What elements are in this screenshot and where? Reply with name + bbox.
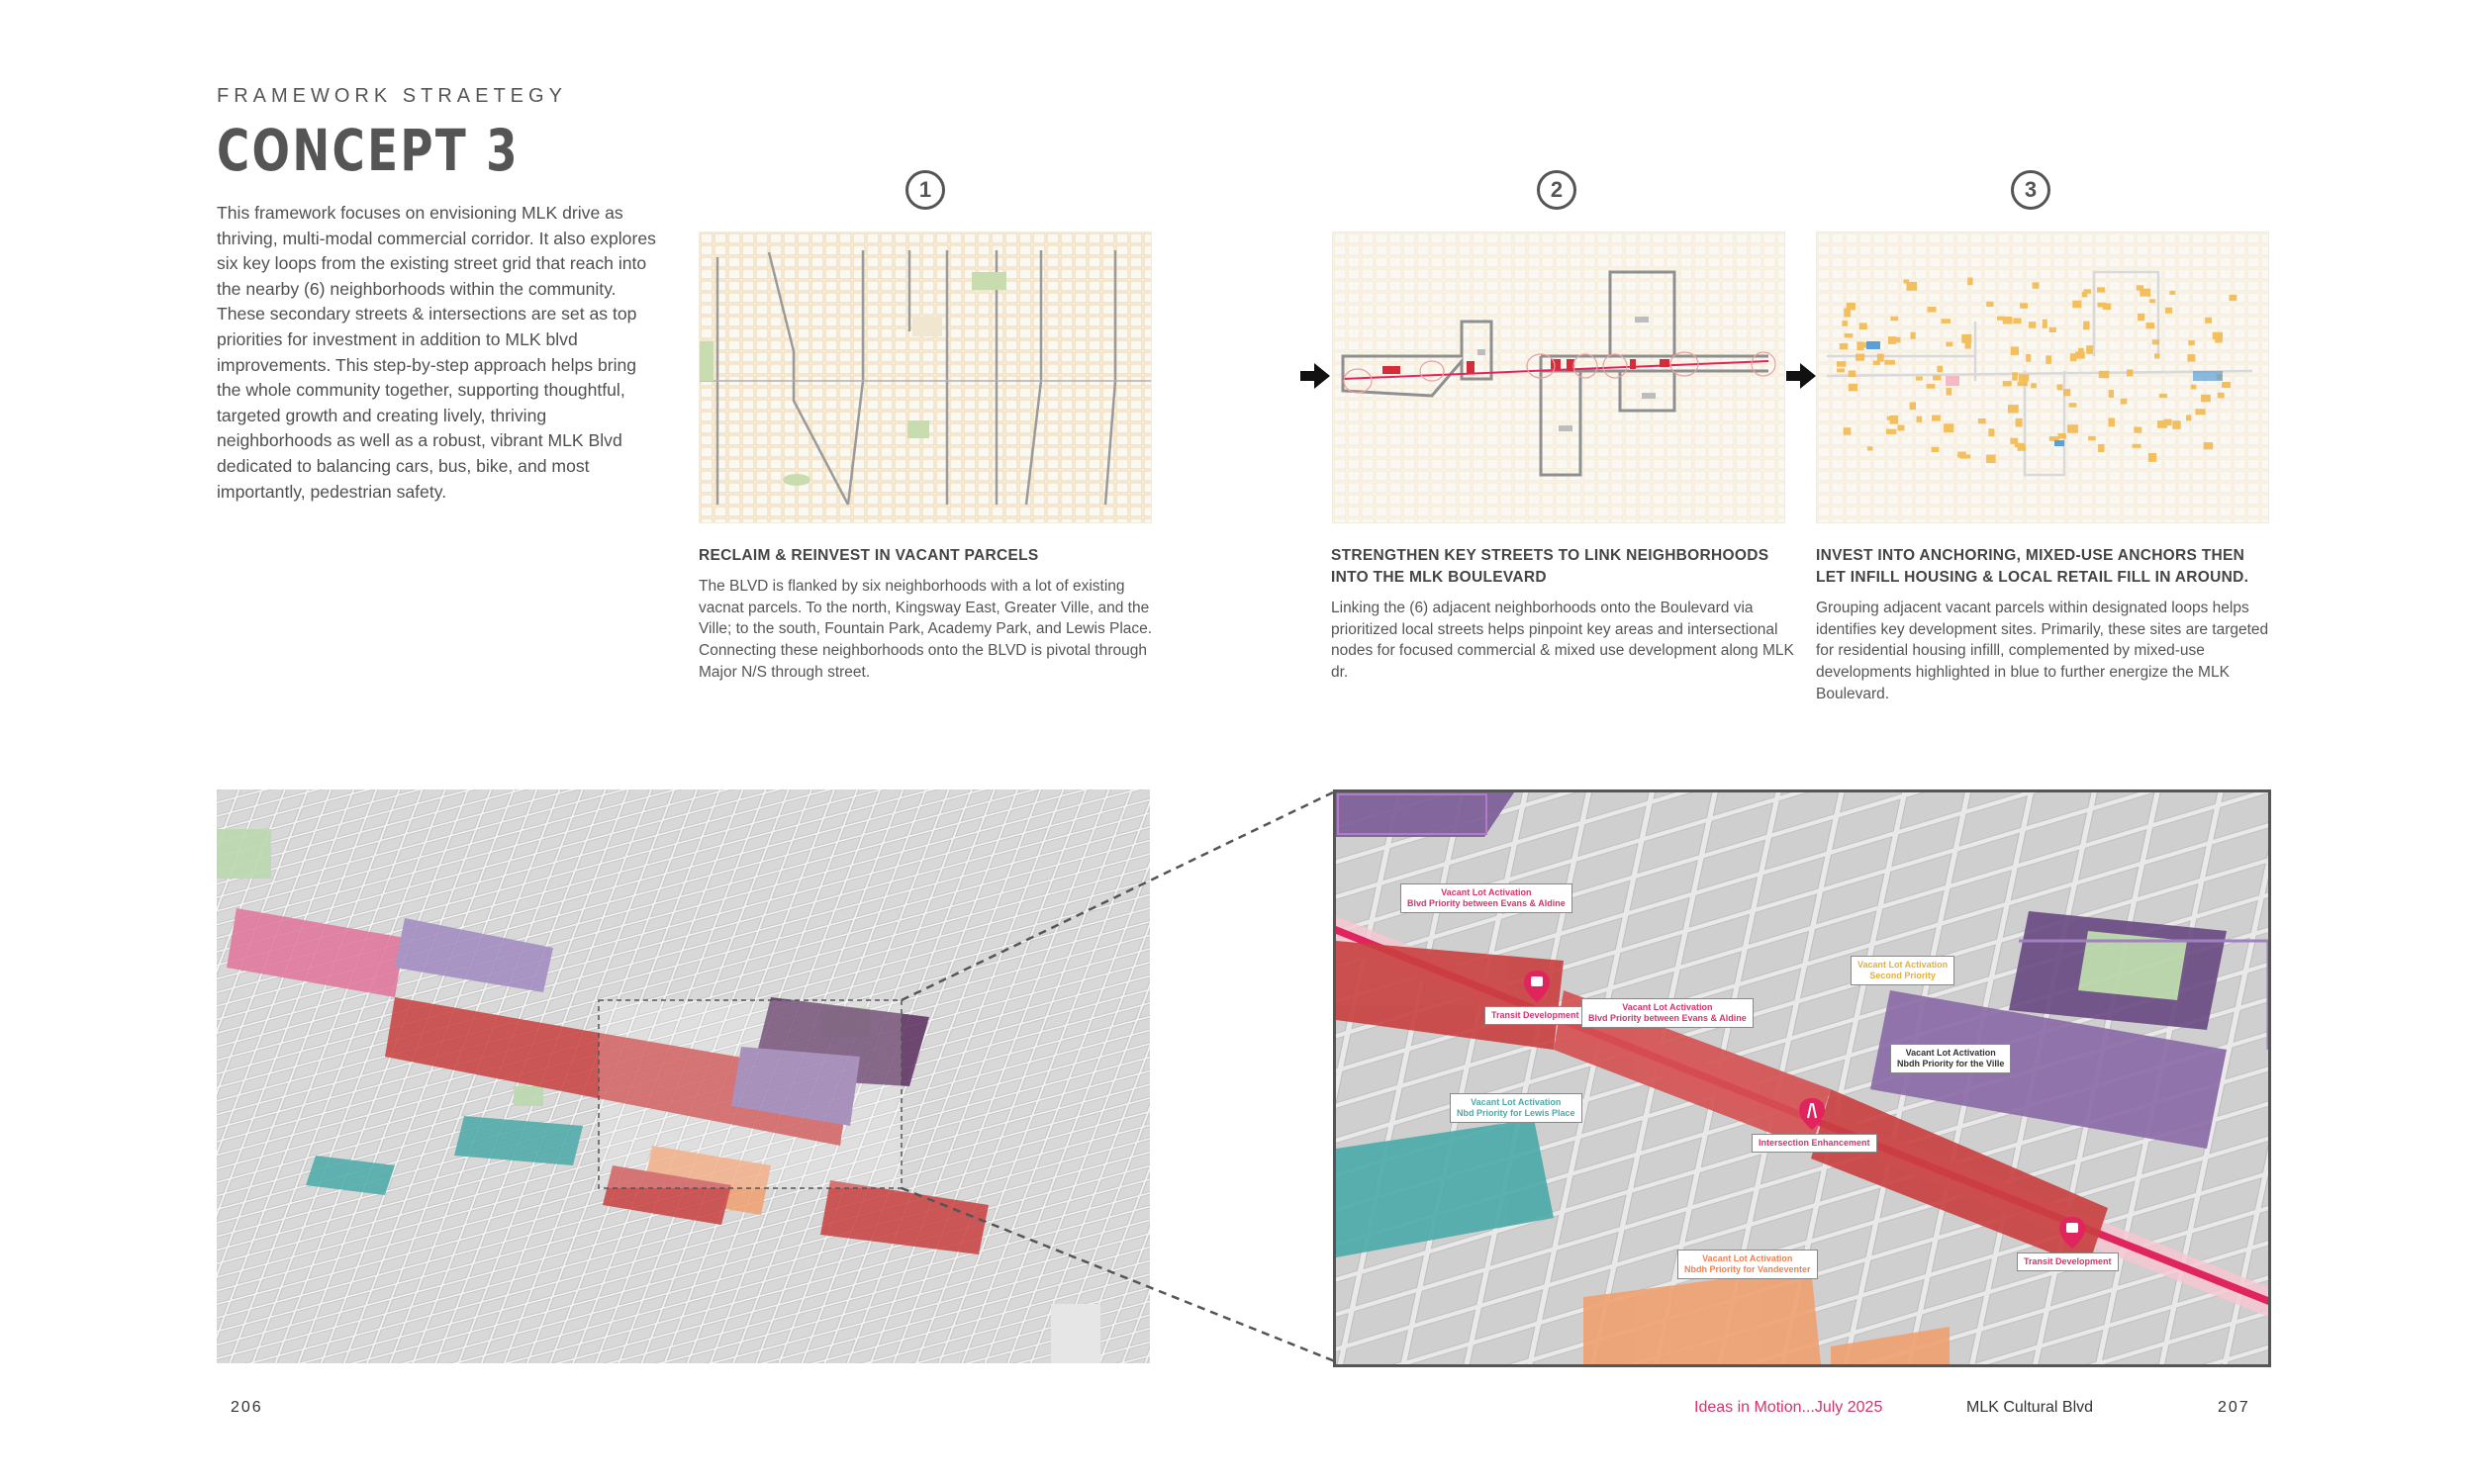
section-title: MLK Cultural Blvd [1966, 1399, 2094, 1416]
map-callout: Vacant Lot Activation Second Priority [1851, 956, 1954, 985]
section-kicker: FRAMEWORK STRAETEGY [217, 85, 567, 107]
step-number-1: 1 [905, 170, 945, 210]
step-3-heading: INVEST INTO ANCHORING, MIXED-USE ANCHORS THEN LET INFILL HOUSING & LOCAL RETAIL FILL IN AROUND. [1816, 547, 2249, 586]
publication-title: Ideas in Motion...July 2025 [1694, 1399, 1883, 1416]
step-1-heading: RECLAIM & REINVEST IN VACANT PARCELS [699, 547, 1039, 564]
step-1-body: The BLVD is flanked by six neighborhoods with a lot of existing vacnat parcels. To the north, Kingsway East, Greater Ville, and the Ville; to the south, Fountain Park, Academy Park, and Lewis Place. Connecting these neighborhoods onto the BLVD is pivotal through Major N/S through street. [699, 578, 1153, 681]
map-callout: Transit Development [2017, 1252, 2119, 1271]
map-callout: Vacant Lot Activation Nbd Priority for Lewis Place [1450, 1093, 1582, 1123]
page-number-left: 206 [231, 1399, 263, 1416]
page-number-right: 207 [2218, 1399, 2250, 1416]
intro-paragraph: This framework focuses on envisioning MLK drive as thriving, multi-modal commercial corridor. It also explores six key loops from the existing street grid that reach into the nearby (6) neighborhoods within the community. These secondary streets & intersections are set as top priorities for investment in addition to MLK blvd improvements. This step-by-step approach helps bring the whole community together, supporting thoughtful, targeted growth and creating lively, thriving neighborhoods as well as a robust, vibrant MLK Blvd dedicated to balancing cars, bus, bike, and most importantly, pedestrian safety. [217, 203, 656, 502]
map-callout: Vacant Lot Activation Nbdh Priority for Vandeventer [1677, 1250, 1818, 1279]
step-2-body: Linking the (6) adjacent neighborhoods onto the Boulevard via prioritized local streets helps pinpoint key areas and intersectional nodes for focused commercial & mixed use development along MLK dr. [1331, 600, 1794, 682]
transit-pin-icon [1522, 969, 1552, 1004]
step-number-3: 3 [2011, 170, 2050, 210]
map-callout: Intersection Enhancement [1752, 1134, 1877, 1153]
map-callout: Transit Development [1484, 1006, 1586, 1025]
step-number-2: 2 [1537, 170, 1576, 210]
zoomed-map [1333, 789, 2271, 1367]
map-callout: Vacant Lot Activation Blvd Priority between Evans & Aldine [1400, 883, 1572, 913]
transit-pin-icon [2057, 1215, 2087, 1251]
step-3-body: Grouping adjacent vacant parcels within designated loops helps identifies key development sites. Primarily, these sites are targeted for residential housing infilll, complemented by mixed-use developments highlighted in blue to further energize the MLK Boulevard. [1816, 600, 2269, 702]
map-callout: Vacant Lot Activation Nbdh Priority for the Ville [1890, 1044, 2011, 1073]
intersection-pin-icon [1797, 1096, 1827, 1132]
map-callout: Vacant Lot Activation Blvd Priority between Evans & Aldine [1581, 998, 1754, 1028]
page-title: CONCEPT 3 [217, 117, 520, 184]
step-2-heading: STRENGTHEN KEY STREETS TO LINK NEIGHBORHOODS INTO THE MLK BOULEVARD [1331, 547, 1769, 586]
